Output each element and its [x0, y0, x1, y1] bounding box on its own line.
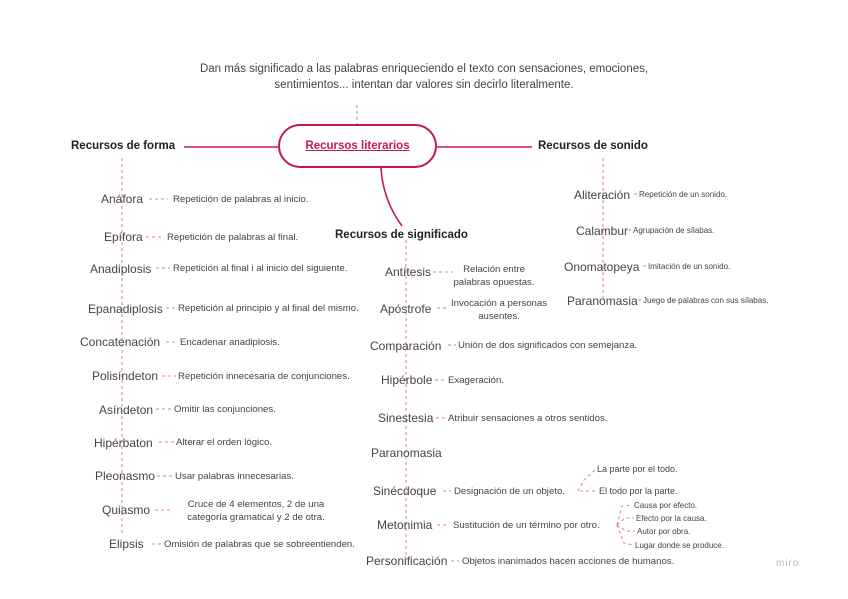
- forma-def: Omisión de palabras que se sobreentienden.: [164, 539, 355, 550]
- branch-sonido-title[interactable]: Recursos de sonido: [538, 140, 648, 152]
- significado-def: Atribuir sensaciones a otros sentidos.: [448, 413, 608, 424]
- branch-significado-title[interactable]: Recursos de significado: [335, 229, 468, 241]
- significado-def-line: ausentes.: [478, 311, 520, 322]
- branch-forma-title[interactable]: Recursos de forma: [71, 140, 176, 152]
- sonido-term[interactable]: Calambur: [576, 224, 629, 238]
- significado-def: [449, 297, 549, 323]
- significado-term[interactable]: Antítesis: [385, 265, 432, 279]
- sonido-term[interactable]: Aliteración: [574, 188, 631, 202]
- significado-def: Designación de un objeto.: [454, 486, 565, 497]
- significado-term[interactable]: Paranomasia: [371, 446, 442, 460]
- significado-def: [452, 263, 536, 289]
- forma-term[interactable]: Epanadiplosis: [88, 302, 163, 316]
- sonido-def: Agrupación de sílabas.: [633, 226, 715, 235]
- significado-term[interactable]: Personificación: [366, 554, 448, 568]
- forma-term[interactable]: Asíndeton: [99, 403, 154, 417]
- intro-line-1: Dan más significado a las palabras enriqueciendo el texto con sensaciones, emociones,: [199, 63, 649, 75]
- significado-term[interactable]: Comparación: [370, 339, 442, 353]
- significado-def: Exageración.: [448, 375, 504, 386]
- intro-text: [0, 61, 848, 93]
- sonido-def: Juego de palabras con sus sílabas.: [643, 296, 769, 305]
- forma-def: Alterar el orden lógico.: [176, 437, 272, 448]
- significado-def-line: Relación entre: [463, 264, 525, 275]
- forma-def: Omitir las conjunciones.: [174, 404, 276, 415]
- forma-term[interactable]: Quiasmo: [102, 503, 151, 517]
- forma-term[interactable]: Concatenación: [80, 335, 161, 349]
- metonimia-sub: Causa por efecto.: [634, 501, 698, 510]
- forma-term[interactable]: Elipsis: [109, 537, 144, 551]
- forma-def-line: categoría gramatical y 2 de otra.: [187, 512, 325, 523]
- metonimia-sub: Efecto por la causa.: [636, 514, 707, 523]
- forma-def-line: Cruce de 4 elementos, 2 de una: [187, 499, 325, 510]
- significado-def-line: palabras opuestas.: [453, 277, 535, 288]
- significado-def: Objetos inanimados hacen acciones de humanos.: [462, 556, 675, 567]
- significado-term[interactable]: Apóstrofe: [380, 302, 432, 316]
- sonido-term[interactable]: Paranomasia: [567, 294, 638, 308]
- forma-term[interactable]: Anáfora: [101, 192, 144, 206]
- forma-def: Repetición de palabras al final.: [167, 232, 299, 243]
- sonido-def: Imitación de un sonido.: [648, 262, 731, 271]
- forma-def: Encadenar anadiplosis.: [180, 337, 280, 348]
- significado-def: Sustitución de un término por otro.: [453, 520, 600, 531]
- miro-watermark: miro: [776, 558, 800, 569]
- metonimia-sub: Autor por obra.: [637, 527, 691, 536]
- sinecdoque-sub: La parte por el todo.: [597, 464, 678, 474]
- forma-def: Usar palabras innecesarias.: [175, 471, 294, 482]
- forma-def: [176, 498, 336, 524]
- significado-term[interactable]: Hipérbole: [381, 373, 433, 387]
- forma-def: Repetición al final i al inicio del siguiente.: [173, 263, 348, 274]
- forma-term[interactable]: Polisíndeton: [92, 369, 159, 383]
- center-node[interactable]: [278, 124, 437, 168]
- forma-term[interactable]: Anadiplosis: [90, 262, 152, 276]
- sonido-term[interactable]: Onomatopeya: [564, 260, 640, 274]
- forma-term[interactable]: Hipérbaton: [94, 436, 153, 450]
- forma-def: Repetición al principio y al final del mismo.: [178, 303, 359, 314]
- forma-term[interactable]: Epífora: [104, 230, 143, 244]
- forma-def: Repetición de palabras al inicio.: [173, 194, 309, 205]
- intro-line-2: sentimientos... intentan dar valores sin decirlo literalmente.: [274, 79, 574, 91]
- significado-def: Unión de dos significados con semejanza.: [458, 340, 638, 351]
- sonido-def: Repetición de un sonido.: [639, 190, 728, 199]
- forma-term[interactable]: Pleonasmo: [95, 469, 156, 483]
- significado-def-line: Invocación a personas: [451, 298, 547, 309]
- significado-term[interactable]: Sinécdoque: [373, 484, 437, 498]
- sinecdoque-sub: El todo por la parte.: [599, 486, 678, 496]
- significado-term[interactable]: Sinestesia: [378, 411, 434, 425]
- forma-def: Repetición innecesaria de conjunciones.: [178, 371, 350, 382]
- center-node-label: Recursos literarios: [305, 140, 410, 152]
- metonimia-sub: Lugar donde se produce.: [635, 541, 724, 550]
- line-to-significado: [381, 168, 402, 226]
- significado-term[interactable]: Metonimia: [377, 518, 433, 532]
